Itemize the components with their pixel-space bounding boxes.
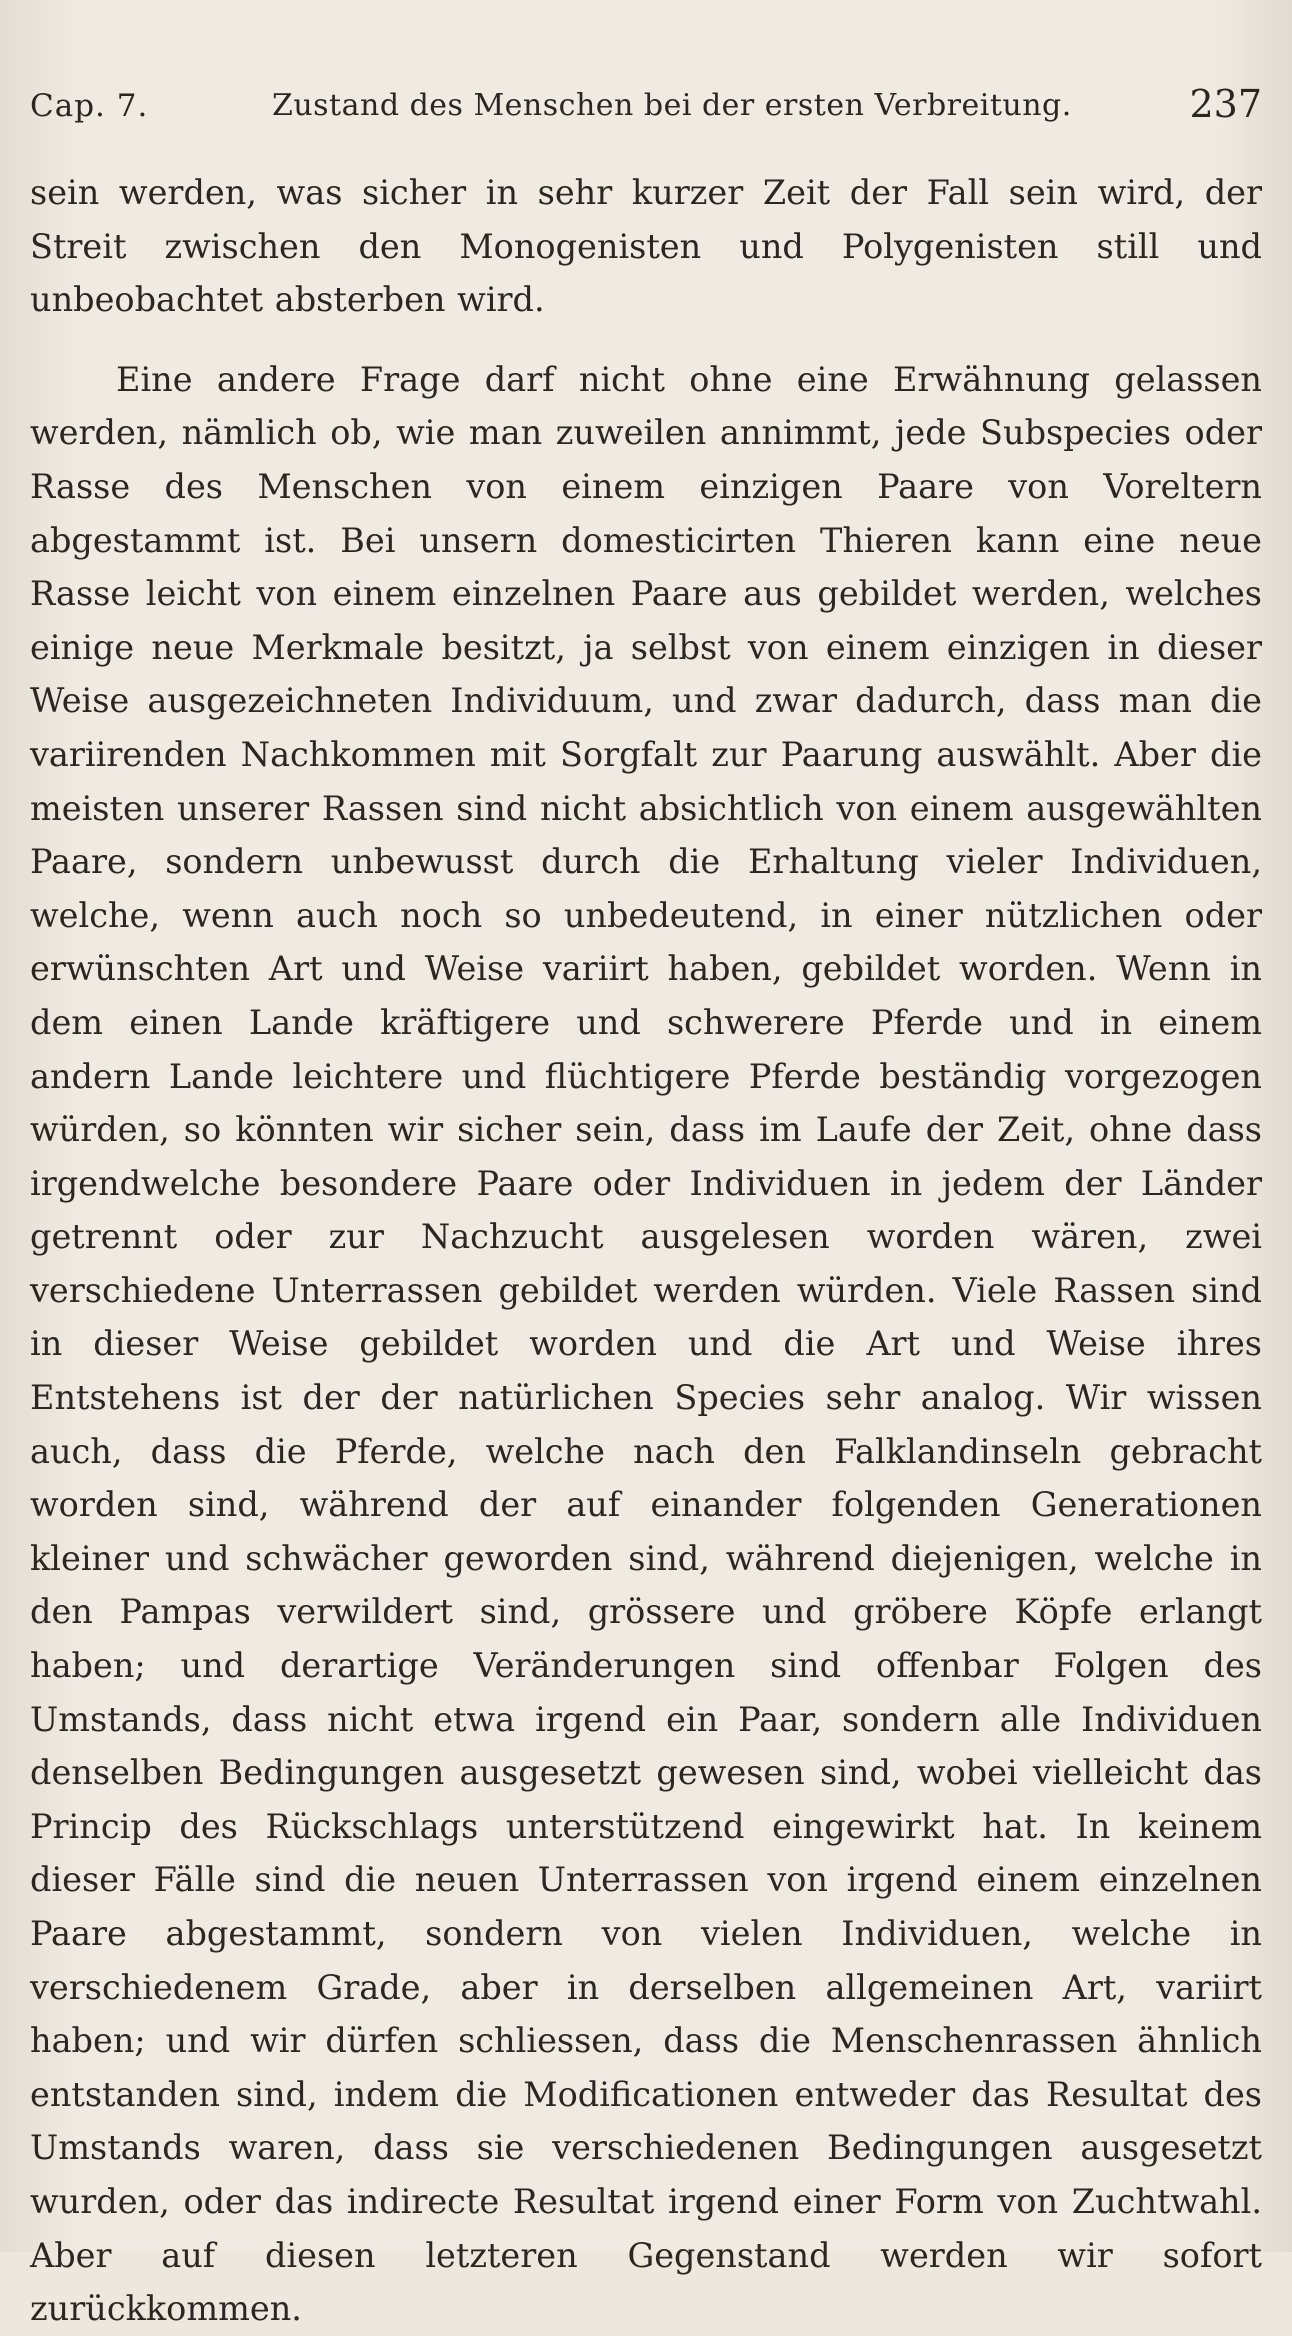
chapter-label: Cap. 7. [30,88,149,124]
body-text [30,166,1262,2336]
running-title: Zustand des Menschen bei der ersten Verbreitung. [272,88,1072,123]
running-header [30,82,1262,132]
paragraph: Eine andere Frage darf nicht ohne eine Erwähnung gelassen werden, nämlich ob, wie man zuweilen annimmt, jede Subspecies oder Rasse des Menschen von einem einzigen Paare von Voreltern abgestammt ist. Bei unsern domesticirten Thieren kann eine neue Rasse leicht von einem einzelnen Paare aus gebildet werden, welches einige neue Merkmale besitzt, ja selbst von einem einzigen in dieser Weise ausgezeichneten Individuum, und zwar dadurch, dass man die variirenden Nachkommen mit Sorgfalt zur Paarung auswählt. Aber die meisten unserer Rassen sind nicht absichtlich von einem ausgewählten Paare, sondern unbewusst durch die Erhaltung vieler Individuen, welche, wenn auch noch so unbedeutend, in einer nützlichen oder erwünschten Art und Weise variirt haben, gebildet worden. Wenn in dem einen Lande kräftigere und schwerere Pferde und in einem andern Lande leichtere und flüchtigere Pferde beständig vorgezogen würden, so könnten wir sicher sein, dass im Laufe der Zeit, ohne dass irgendwelche besondere Paare oder Individuen in jedem der Länder getrennt oder zur Nachzucht ausgelesen worden wären, zwei verschiedene Unterrassen gebildet werden würden. Viele Rassen sind in dieser Weise gebildet worden und die Art und Weise ihres Entstehens ist der der natürlichen Species sehr analog. Wir wissen auch, dass die Pferde, welche nach den Falklandinseln gebracht worden sind, während der auf einander folgenden Generationen kleiner und schwächer geworden sind, während diejenigen, welche in den Pampas verwildert sind, grössere und gröbere Köpfe erlangt haben; und derartige Veränderungen sind offenbar Folgen des Umstands, dass nicht etwa irgend ein Paar, sondern alle Individuen denselben Bedingungen ausgesetzt gewesen sind, wobei vielleicht das Princip des Rückschlags unterstützend eingewirkt hat. In keinem dieser Fälle sind die neuen Unterrassen von irgend einem einzelnen Paare abgestammt, sondern von vielen Individuen, welche in verschiedenem Grade, aber in derselben allgemeinen Art, variirt haben; und wir dürfen schliessen, dass die Menschenrassen ähnlich entstanden sind, indem die Modificationen entweder das Resultat des Umstands waren, dass sie verschiedenen Bedingungen ausgesetzt wurden, oder das indirecte Resultat irgend einer Form von Zuchtwahl. Aber auf diesen letzteren Gegenstand werden wir sofort zurückkommen. [30,359,1262,2329]
page-number: 237 [1189,82,1262,126]
paragraph-continued: sein werden, was sicher in sehr kurzer Zeit der Fall sein wird, der Streit zwischen den Monogenisten und Polygenisten still und unbeobachtet absterben wird. [30,173,1262,320]
